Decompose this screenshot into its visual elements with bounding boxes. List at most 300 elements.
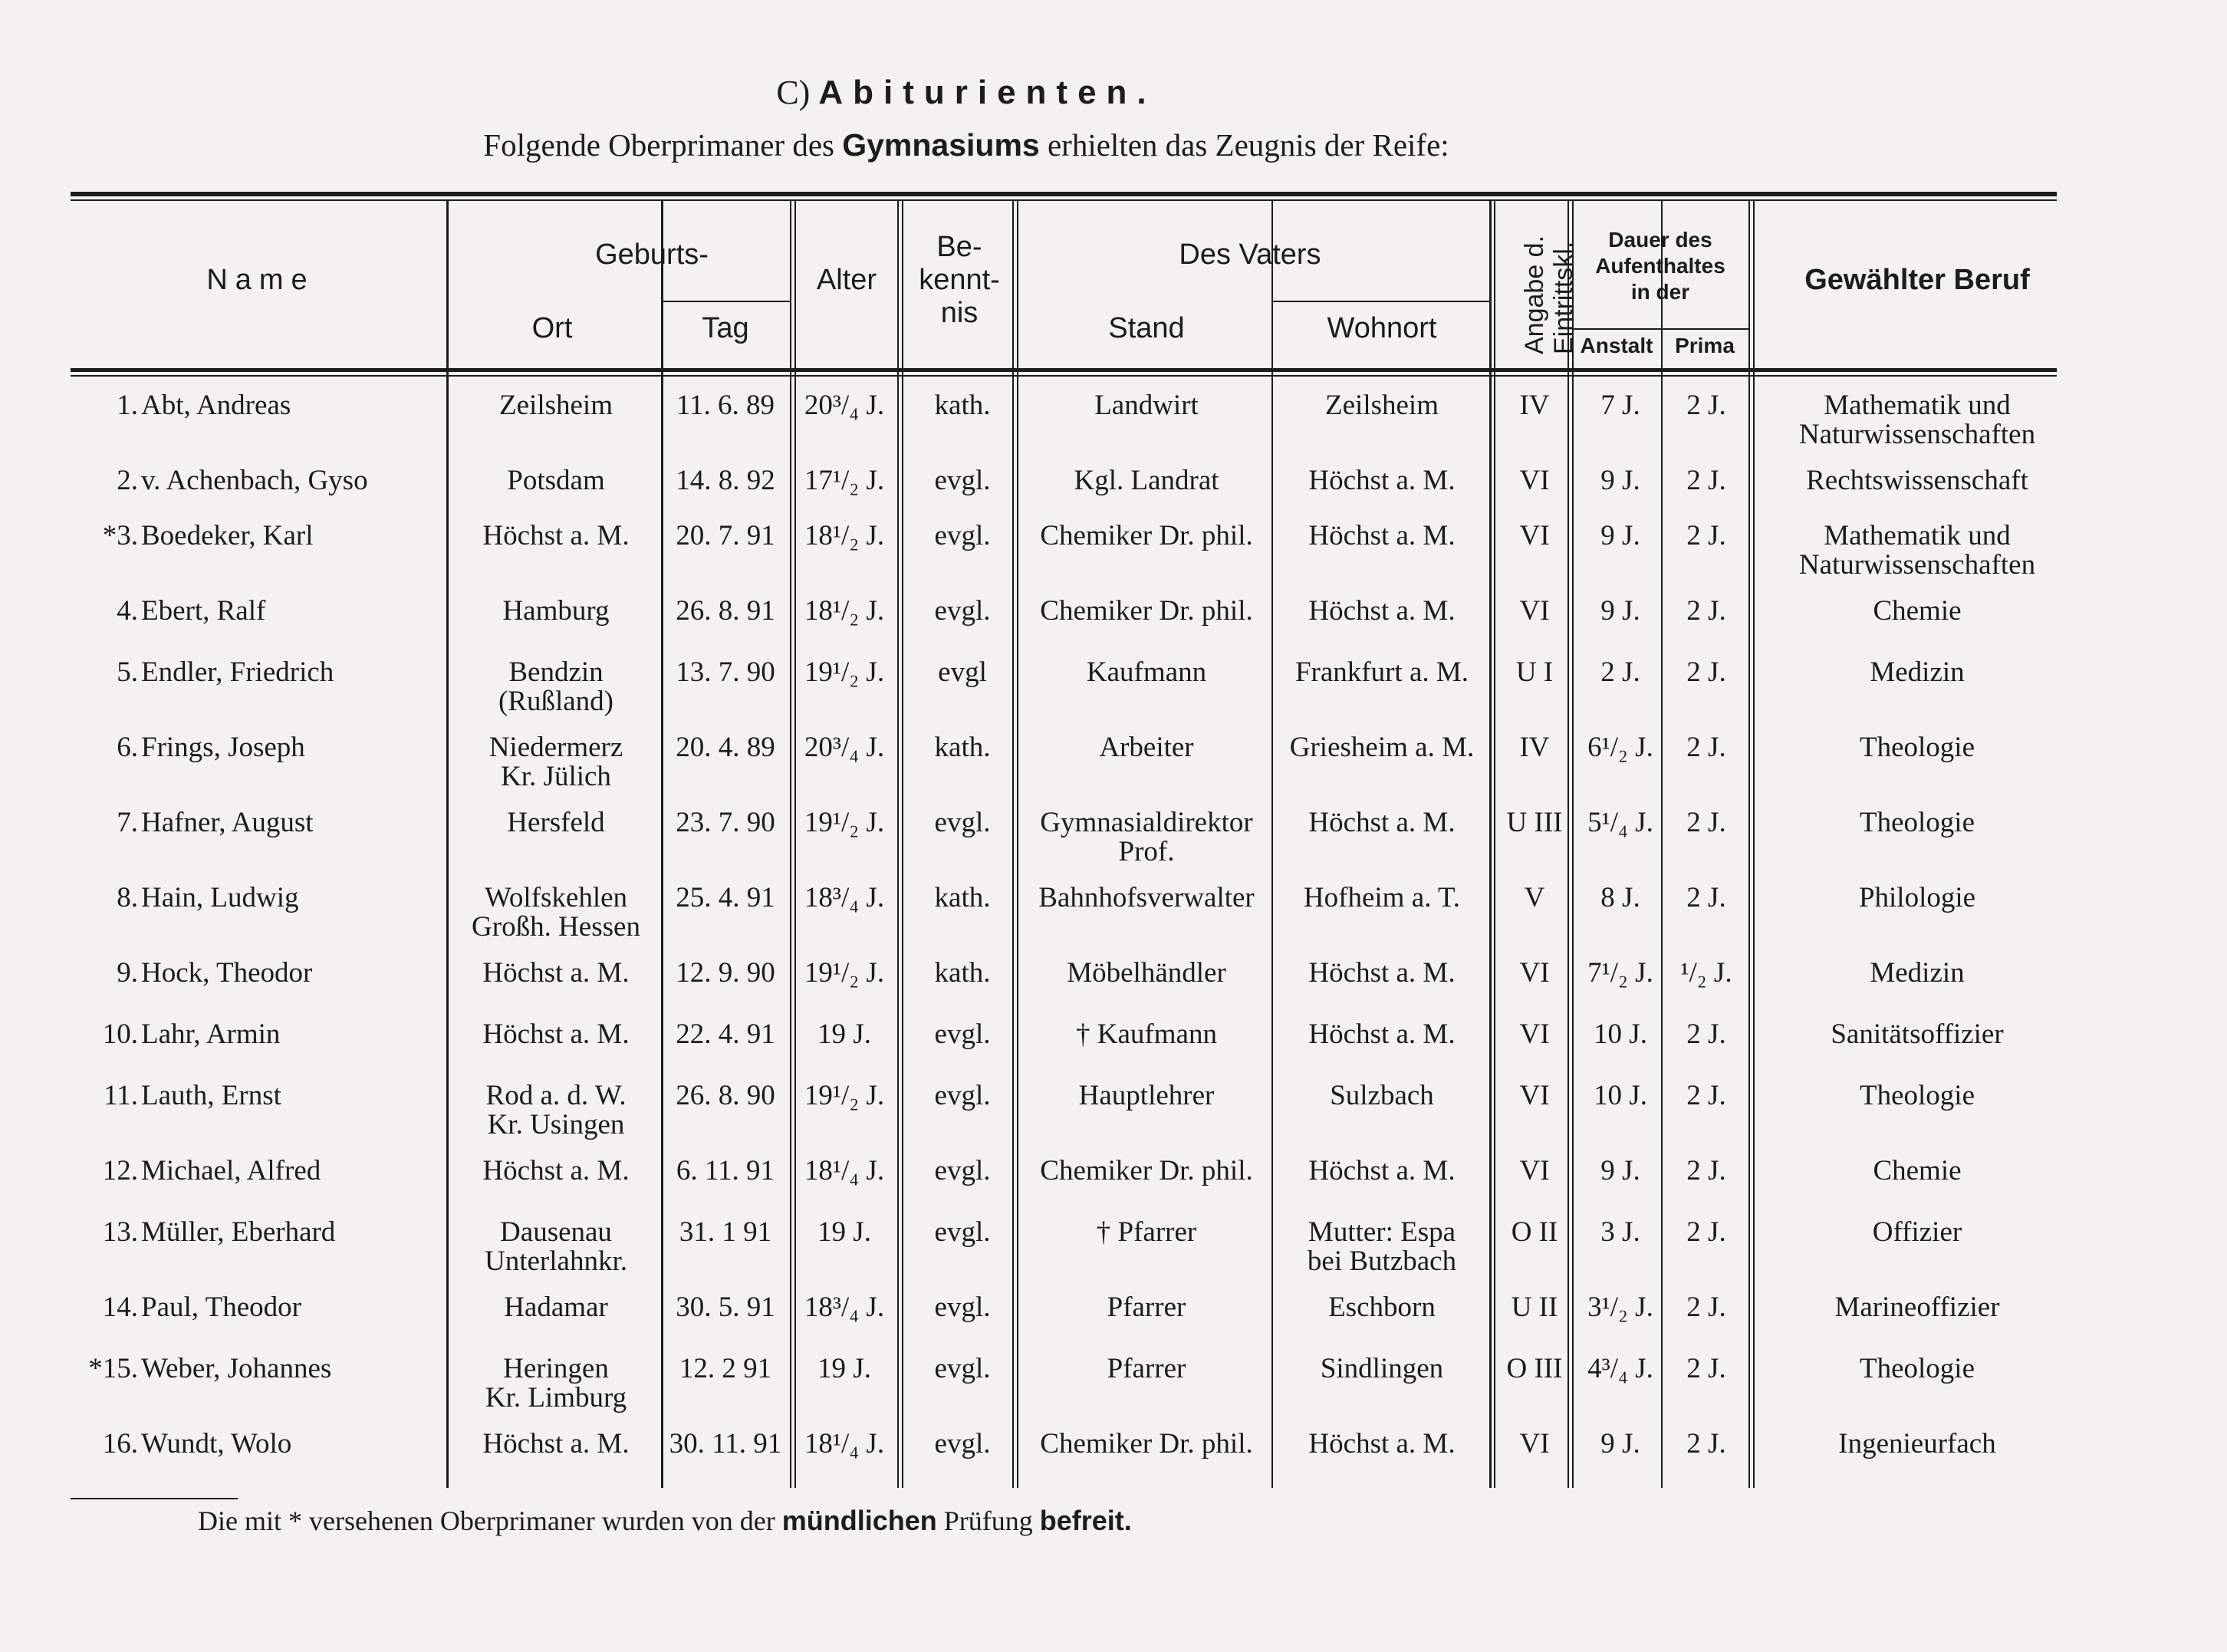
cell-ort-line: Bendzin	[508, 657, 604, 688]
cell-tag: 14. 8. 92	[676, 465, 775, 496]
cell-wohnort	[1275, 959, 1489, 988]
cell-tag: 30. 11. 91	[669, 1428, 782, 1459]
header-anstalt: Anstalt	[1580, 334, 1653, 357]
cell-num: 9.	[117, 957, 138, 989]
cell-stand-line: † Kaufmann	[1076, 1019, 1217, 1050]
cell-wohnort-line: Höchst a. M.	[1308, 520, 1456, 551]
cell-tag: 26. 8. 91	[676, 595, 775, 627]
cell-stand-line: Chemiker Dr. phil.	[1040, 520, 1253, 551]
cell-wohnort-line: Höchst a. M.	[1308, 1428, 1456, 1459]
cell-wohnort	[1275, 1218, 1489, 1276]
cell-anstalt: 5¹/₄ J.	[1587, 807, 1653, 838]
cell-ort	[452, 466, 660, 495]
cell-wohnort-line: Hofheim a. T.	[1303, 882, 1461, 913]
cell-wohnort	[1275, 1020, 1489, 1049]
cell-wohnort-line: Höchst a. M.	[1308, 595, 1456, 627]
cell-num: *3.	[102, 520, 138, 551]
table-row	[0, 658, 2071, 727]
cell-ort-line: Unterlahnkr.	[485, 1246, 627, 1277]
cell-stand-line: Arbeiter	[1099, 732, 1194, 763]
cell-eintritt: O II	[1511, 1216, 1558, 1248]
section-heading	[0, 73, 1933, 112]
cell-tag: 30. 5. 91	[676, 1292, 775, 1323]
cell-ort-line: Potsdam	[507, 465, 605, 496]
cell-alter: 19¹/₂ J.	[804, 807, 885, 838]
cell-wohnort	[1275, 597, 1489, 626]
cell-ort	[452, 884, 660, 942]
cell-anstalt: 2 J.	[1600, 657, 1640, 688]
cell-num: *15.	[88, 1353, 138, 1384]
cell-ort-line: Dausenau	[500, 1216, 612, 1248]
cell-num: 1.	[117, 390, 138, 421]
cell-stand	[1020, 597, 1273, 626]
cell-tag: 23. 7. 90	[676, 807, 775, 838]
cell-tag: 25. 4. 91	[676, 882, 775, 913]
heading-title: Abiturienten.	[818, 74, 1156, 111]
dauer-subrule	[1572, 328, 1748, 330]
table-row	[0, 959, 2071, 1028]
cell-beruf-line: Mathematik und	[1824, 390, 2011, 421]
cell-wohnort	[1275, 1354, 1489, 1384]
header-prima: Prima	[1675, 334, 1735, 357]
cell-prima: 2 J.	[1686, 1353, 1726, 1384]
heading-prefix: C)	[776, 74, 811, 111]
header-wohnort: Wohnort	[1327, 312, 1437, 344]
cell-beruf	[1756, 808, 2078, 838]
cell-wohnort-line: Griesheim a. M.	[1289, 732, 1475, 763]
cell-ort	[452, 522, 660, 551]
cell-bek: evgl	[938, 657, 987, 688]
table-row	[0, 391, 2071, 460]
cell-stand	[1020, 466, 1273, 495]
cell-num: 5.	[117, 657, 138, 688]
cell-eintritt: VI	[1519, 957, 1550, 989]
cell-ort-line: Rod a. d. W.	[485, 1080, 627, 1111]
cell-eintritt: U I	[1515, 657, 1554, 688]
cell-ort	[452, 1020, 660, 1049]
cell-ort	[452, 658, 660, 716]
table-row	[0, 884, 2071, 953]
cell-beruf	[1756, 733, 2078, 762]
cell-ort	[452, 959, 660, 988]
cell-beruf-line: Naturwissenschaften	[1798, 549, 2036, 581]
cell-bek: kath.	[934, 390, 991, 421]
section-subheading	[0, 127, 1933, 163]
cell-wohnort-line: Zeilsheim	[1325, 390, 1439, 421]
cell-prima: 2 J.	[1686, 520, 1726, 551]
cell-anstalt: 3¹/₂ J.	[1587, 1292, 1653, 1323]
cell-name: Michael, Alfred	[141, 1155, 321, 1186]
cell-alter: 18¹/₂ J.	[804, 520, 885, 551]
header-eintrittsklasse	[1520, 193, 1578, 354]
cell-ort-line: Höchst a. M.	[482, 520, 630, 551]
cell-stand	[1020, 884, 1273, 913]
cell-stand-line: Hauptlehrer	[1078, 1080, 1215, 1111]
cell-eintritt: VI	[1519, 1080, 1550, 1111]
cell-wohnort-line: bei Butzbach	[1307, 1246, 1457, 1277]
cell-name: Boedeker, Karl	[141, 520, 314, 551]
cell-wohnort-line: Frankfurt a. M.	[1294, 657, 1469, 688]
cell-beruf	[1756, 1020, 2078, 1049]
cell-name: Frings, Joseph	[141, 732, 305, 763]
cell-stand	[1020, 391, 1273, 420]
cell-tag: 20. 7. 91	[676, 520, 775, 551]
cell-bek: evgl.	[934, 1428, 991, 1459]
cell-prima: 2 J.	[1686, 882, 1726, 913]
cell-beruf	[1756, 1218, 2078, 1247]
cell-beruf-line: Chemie	[1873, 595, 1962, 627]
header-dauer-2: Aufenthaltes	[1595, 254, 1725, 278]
cell-bek: evgl.	[934, 1353, 991, 1384]
cell-beruf	[1756, 391, 2078, 449]
cell-tag: 20. 4. 89	[676, 732, 775, 763]
cell-ort-line: Hersfeld	[507, 807, 605, 838]
cell-wohnort	[1275, 658, 1489, 687]
header-bekenntnis-1: Be-	[936, 231, 982, 263]
cell-ort	[452, 733, 660, 791]
cell-beruf	[1756, 1293, 2078, 1322]
cell-ort-line: Hamburg	[502, 595, 610, 627]
cell-beruf	[1756, 1430, 2078, 1459]
cell-stand	[1020, 1354, 1273, 1384]
cell-stand	[1020, 1293, 1273, 1322]
header-dauer-1: Dauer des	[1608, 228, 1712, 252]
cell-eintritt: U III	[1506, 807, 1563, 838]
cell-anstalt: 4³/₄ J.	[1587, 1353, 1653, 1384]
cell-tag: 12. 9. 90	[676, 957, 775, 989]
geburts-subrule	[661, 301, 790, 302]
cell-wohnort	[1275, 391, 1489, 420]
cell-wohnort	[1275, 1430, 1489, 1459]
cell-wohnort	[1275, 808, 1489, 838]
cell-ort-line: Kr. Usingen	[487, 1109, 625, 1140]
cell-wohnort	[1275, 733, 1489, 762]
cell-name: Lauth, Ernst	[141, 1080, 281, 1111]
cell-prima: 2 J.	[1686, 657, 1726, 688]
cell-beruf	[1756, 466, 2078, 495]
cell-eintritt: U II	[1511, 1292, 1558, 1323]
cell-prima: 2 J.	[1686, 1428, 1726, 1459]
cell-name: Paul, Theodor	[141, 1292, 301, 1323]
cell-stand	[1020, 959, 1273, 988]
header-alter: Alter	[816, 264, 877, 296]
cell-alter: 17¹/₂ J.	[804, 465, 885, 496]
cell-beruf-line: Medizin	[1870, 957, 1965, 989]
cell-alter: 18³/₄ J.	[804, 1292, 885, 1323]
cell-num: 13.	[102, 1216, 138, 1248]
cell-wohnort-line: Höchst a. M.	[1308, 1019, 1456, 1050]
table-row	[0, 1020, 2071, 1089]
cell-tag: 26. 8. 90	[676, 1080, 775, 1111]
cell-beruf	[1756, 959, 2078, 988]
cell-anstalt: 6¹/₂ J.	[1587, 732, 1653, 763]
footnote	[198, 1505, 1132, 1537]
cell-beruf-line: Philologie	[1858, 882, 1976, 913]
table-row	[0, 733, 2071, 802]
cell-anstalt: 10 J.	[1594, 1019, 1647, 1050]
cell-beruf-line: Rechtswissenschaft	[1806, 465, 2028, 496]
cell-stand-line: Chemiker Dr. phil.	[1040, 1155, 1253, 1186]
cell-stand	[1020, 522, 1273, 551]
header-beruf: Gewählter Beruf	[1804, 264, 2030, 296]
table-top-rule	[71, 192, 2057, 196]
cell-stand-line: Pfarrer	[1107, 1353, 1186, 1384]
cell-stand	[1020, 1020, 1273, 1049]
cell-num: 12.	[102, 1155, 138, 1186]
cell-num: 11.	[104, 1080, 138, 1111]
cell-ort-line: Zeilsheim	[499, 390, 613, 421]
cell-stand	[1020, 808, 1273, 867]
subheading-text-end: erhielten das Zeugnis der Reife:	[1047, 127, 1449, 163]
cell-stand	[1020, 658, 1273, 687]
footnote-text: Die mit * versehenen Oberprimaner wurden von der	[198, 1506, 775, 1536]
subheading-text: Folgende Oberprimaner des	[483, 127, 834, 163]
cell-tag: 11. 6. 89	[676, 390, 775, 421]
header-eintritt-line2: Eintrittskl.	[1549, 241, 1578, 354]
cell-wohnort-line: Höchst a. M.	[1308, 1155, 1456, 1186]
cell-bek: evgl.	[934, 1155, 991, 1186]
header-des-vaters: Des Vaters	[1179, 239, 1321, 271]
cell-wohnort	[1275, 522, 1489, 551]
cell-eintritt: VI	[1519, 1155, 1550, 1186]
cell-alter: 18¹/₂ J.	[804, 595, 885, 627]
cell-prima: 2 J.	[1686, 1080, 1726, 1111]
cell-beruf-line: Offizier	[1872, 1216, 1962, 1248]
cell-beruf-line: Medizin	[1870, 657, 1965, 688]
cell-bek: kath.	[934, 957, 991, 989]
cell-beruf-line: Theologie	[1859, 1353, 1975, 1384]
cell-anstalt: 3 J.	[1600, 1216, 1640, 1248]
cell-num: 6.	[117, 732, 138, 763]
cell-name: Ebert, Ralf	[141, 595, 266, 627]
cell-ort	[452, 1430, 660, 1459]
cell-bek: evgl.	[934, 1216, 991, 1248]
cell-eintritt: IV	[1519, 732, 1550, 763]
cell-tag: 12. 2 91	[679, 1353, 772, 1384]
cell-prima: 2 J.	[1686, 595, 1726, 627]
header-tag: Tag	[702, 312, 749, 344]
cell-stand-line: Kaufmann	[1086, 657, 1207, 688]
cell-eintritt: VI	[1519, 1428, 1550, 1459]
cell-stand-line: Chemiker Dr. phil.	[1040, 595, 1253, 627]
cell-ort-line: Höchst a. M.	[482, 957, 630, 989]
cell-name: Weber, Johannes	[141, 1353, 332, 1384]
cell-wohnort	[1275, 1081, 1489, 1111]
cell-stand-line: Gymnasialdirektor	[1040, 807, 1253, 838]
cell-stand-line: Möbelhändler	[1067, 957, 1226, 989]
cell-wohnort-line: Sindlingen	[1320, 1353, 1444, 1384]
cell-anstalt: 9 J.	[1600, 520, 1640, 551]
header-bekenntnis-2: kennt-	[919, 264, 1000, 296]
cell-num: 2.	[117, 465, 138, 496]
cell-bek: evgl.	[934, 465, 991, 496]
header-bottom-rule	[71, 368, 2057, 372]
table-row	[0, 1218, 2071, 1287]
cell-stand-line: Chemiker Dr. phil.	[1040, 1428, 1253, 1459]
cell-beruf-line: Sanitätsoffizier	[1831, 1019, 2004, 1050]
cell-num: 8.	[117, 882, 138, 913]
cell-eintritt: VI	[1519, 520, 1550, 551]
cell-ort	[452, 1218, 660, 1276]
cell-stand-line: Bahnhofsverwalter	[1038, 882, 1255, 913]
cell-prima: 2 J.	[1686, 390, 1726, 421]
table-row	[0, 1157, 2071, 1226]
cell-anstalt: 10 J.	[1594, 1080, 1647, 1111]
cell-stand-line: † Pfarrer	[1096, 1216, 1197, 1248]
cell-bek: kath.	[934, 882, 991, 913]
cell-beruf-line: Theologie	[1859, 732, 1975, 763]
table-row	[0, 1430, 2071, 1499]
cell-name: Endler, Friedrich	[141, 657, 334, 688]
cell-ort-line: Großh. Hessen	[472, 911, 640, 943]
cell-tag: 31. 1 91	[679, 1216, 772, 1248]
footnote-rule	[71, 1498, 238, 1499]
table-row	[0, 522, 2071, 591]
cell-wohnort-line: Eschborn	[1328, 1292, 1436, 1323]
cell-alter: 19¹/₂ J.	[804, 657, 885, 688]
cell-anstalt: 9 J.	[1600, 1155, 1640, 1186]
cell-alter: 19 J.	[817, 1019, 871, 1050]
header-ort: Ort	[531, 312, 573, 344]
cell-wohnort-line: Sulzbach	[1330, 1080, 1434, 1111]
cell-wohnort	[1275, 1293, 1489, 1322]
cell-eintritt: VI	[1519, 465, 1550, 496]
cell-anstalt: 7 J.	[1600, 390, 1640, 421]
cell-ort-line: Niedermerz	[488, 732, 623, 763]
table-row	[0, 597, 2071, 666]
cell-stand	[1020, 1081, 1273, 1111]
cell-prima: 2 J.	[1686, 732, 1726, 763]
cell-beruf	[1756, 1157, 2078, 1186]
cell-stand-line: Kgl. Landrat	[1074, 465, 1219, 496]
cell-ort	[452, 1157, 660, 1186]
cell-wohnort	[1275, 1157, 1489, 1186]
cell-anstalt: 9 J.	[1600, 1428, 1640, 1459]
cell-alter: 20³/₄ J.	[804, 732, 885, 763]
cell-beruf	[1756, 658, 2078, 687]
cell-bek: evgl.	[934, 1080, 991, 1111]
cell-stand-line: Landwirt	[1094, 390, 1199, 421]
cell-tag: 22. 4. 91	[676, 1019, 775, 1050]
cell-alter: 19 J.	[817, 1216, 871, 1248]
cell-anstalt: 8 J.	[1600, 882, 1640, 913]
cell-ort	[452, 597, 660, 626]
cell-beruf-line: Ingenieurfach	[1838, 1428, 1996, 1459]
cell-num: 10.	[102, 1019, 138, 1050]
cell-alter: 18³/₄ J.	[804, 882, 885, 913]
cell-eintritt: V	[1524, 882, 1545, 913]
cell-beruf	[1756, 884, 2078, 913]
cell-ort-line: Kr. Jülich	[501, 761, 611, 792]
cell-ort	[452, 808, 660, 838]
cell-wohnort	[1275, 884, 1489, 913]
cell-beruf	[1756, 522, 2078, 580]
cell-anstalt: 9 J.	[1600, 595, 1640, 627]
cell-ort	[452, 1081, 660, 1140]
table-row	[0, 808, 2071, 877]
cell-ort	[452, 1354, 660, 1413]
cell-alter: 20³/₄ J.	[804, 390, 885, 421]
cell-name: Abt, Andreas	[141, 390, 291, 421]
cell-ort-line: Höchst a. M.	[482, 1428, 630, 1459]
cell-tag: 13. 7. 90	[676, 657, 775, 688]
cell-alter: 18¹/₄ J.	[804, 1428, 885, 1459]
cell-ort-line: Höchst a. M.	[482, 1155, 630, 1186]
cell-num: 14.	[102, 1292, 138, 1323]
cell-prima: 2 J.	[1686, 1155, 1726, 1186]
cell-name: Lahr, Armin	[141, 1019, 281, 1050]
cell-alter: 19 J.	[817, 1353, 871, 1384]
cell-ort	[452, 1293, 660, 1322]
cell-bek: evgl.	[934, 520, 991, 551]
cell-beruf-line: Chemie	[1873, 1155, 1962, 1186]
cell-ort-line: Hadamar	[504, 1292, 608, 1323]
cell-bek: evgl.	[934, 807, 991, 838]
table-top-rule-thin	[71, 199, 2057, 201]
header-bekenntnis-3: nis	[940, 297, 979, 329]
cell-num: 16.	[102, 1428, 138, 1459]
cell-eintritt: IV	[1519, 390, 1550, 421]
cell-beruf-line: Theologie	[1859, 1080, 1975, 1111]
cell-anstalt: 9 J.	[1600, 465, 1640, 496]
subheading-bold: Gymnasiums	[842, 127, 1040, 163]
cell-stand-line: Pfarrer	[1107, 1292, 1186, 1323]
cell-prima: 2 J.	[1686, 1216, 1726, 1248]
cell-wohnort-line: Mutter: Espa	[1308, 1216, 1456, 1248]
cell-anstalt: 7¹/₂ J.	[1587, 957, 1653, 989]
cell-tag: 6. 11. 91	[676, 1155, 775, 1186]
header-dauer-3: in der	[1630, 280, 1690, 304]
cell-ort	[452, 391, 660, 420]
cell-wohnort-line: Höchst a. M.	[1308, 807, 1456, 838]
cell-beruf-line: Naturwissenschaften	[1798, 419, 2036, 450]
cell-name: Wundt, Wolo	[141, 1428, 292, 1459]
cell-alter: 19¹/₂ J.	[804, 1080, 885, 1111]
cell-beruf	[1756, 1354, 2078, 1384]
cell-ort-line: Höchst a. M.	[482, 1019, 630, 1050]
cell-beruf-line: Marineoffizier	[1834, 1292, 2000, 1323]
cell-name: Hafner, August	[141, 807, 314, 838]
cell-eintritt: VI	[1519, 1019, 1550, 1050]
cell-prima: 2 J.	[1686, 1019, 1726, 1050]
cell-stand	[1020, 1157, 1273, 1186]
footnote-text-pruefung: Prüfung	[943, 1506, 1033, 1536]
cell-ort-line: Heringen	[503, 1353, 609, 1384]
cell-stand	[1020, 1218, 1273, 1247]
cell-prima: 2 J.	[1686, 1292, 1726, 1323]
table-row	[0, 1293, 2071, 1362]
table-row	[0, 1081, 2071, 1150]
cell-prima: 2 J.	[1686, 465, 1726, 496]
cell-prima: ¹/₂ J.	[1680, 957, 1732, 989]
footnote-bold-befreit: befreit.	[1039, 1505, 1132, 1536]
cell-wohnort	[1275, 466, 1489, 495]
cell-bek: evgl.	[934, 1292, 991, 1323]
cell-alter: 18¹/₄ J.	[804, 1155, 885, 1186]
cell-ort-line: Kr. Limburg	[485, 1382, 627, 1413]
cell-bek: kath.	[934, 732, 991, 763]
cell-bek: evgl.	[934, 1019, 991, 1050]
header-stand: Stand	[1108, 312, 1185, 344]
cell-beruf	[1756, 597, 2078, 626]
cell-eintritt: VI	[1519, 595, 1550, 627]
header-name: Name	[206, 264, 315, 296]
header-bottom-rule-thin	[71, 375, 2057, 377]
cell-stand	[1020, 733, 1273, 762]
cell-num: 7.	[117, 807, 138, 838]
cell-beruf-line: Theologie	[1859, 807, 1975, 838]
cell-wohnort-line: Höchst a. M.	[1308, 957, 1456, 989]
